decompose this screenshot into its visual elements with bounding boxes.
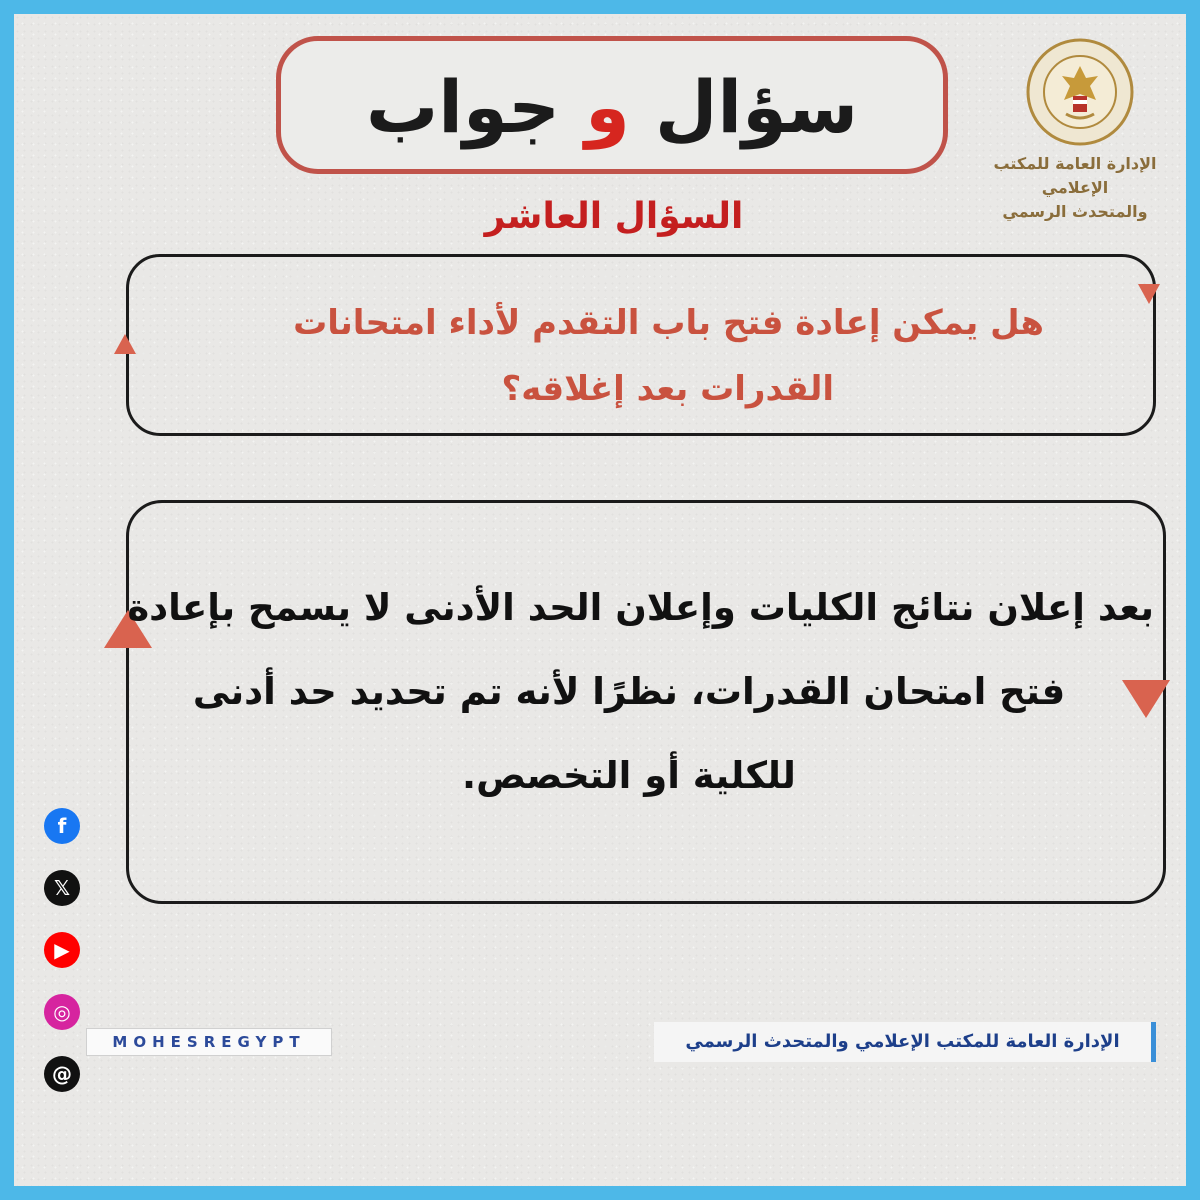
question-number: السؤال العاشر [484, 196, 744, 237]
triangle-up-icon [114, 334, 136, 354]
answer-line2: فتح امتحان القدرات، نظرًا لأنه تم تحديد حد أدنى [192, 670, 1066, 713]
title-banner [276, 36, 948, 174]
triangle-down-icon [1138, 284, 1160, 304]
question-text [174, 290, 1074, 422]
page-title [281, 63, 943, 151]
answer-line1: بعد إعلان نتائج الكليات وإعلان الحد الأدنى لا يسمح بإعادة [127, 586, 1154, 629]
instagram-icon[interactable]: ◎ [44, 994, 80, 1030]
question-line2: القدرات بعد إغلاقه؟ [501, 369, 834, 409]
social-handle: MOHESREGYPT [86, 1028, 332, 1056]
x-icon[interactable]: 𝕏 [44, 870, 80, 906]
title-word-answer: جواب [365, 65, 561, 149]
page-frame [14, 14, 1186, 1186]
answer-text [127, 566, 1154, 818]
ministry-seal-icon [1026, 38, 1134, 146]
answer-line3: للكلية أو التخصص. [462, 754, 796, 797]
logo-caption [962, 152, 1186, 224]
footer-department: الإدارة العامة للمكتب الإعلامي والمتحدث الرسمي [654, 1022, 1156, 1062]
logo-caption-line2: والمتحدث الرسمي [1002, 202, 1148, 221]
title-connector: و [585, 65, 630, 149]
question-line1: هل يمكن إعادة فتح باب التقدم لأداء امتحانات [293, 303, 1044, 343]
youtube-icon[interactable]: ▶ [44, 932, 80, 968]
title-word-question: سؤال [654, 65, 859, 149]
facebook-icon[interactable]: f [44, 808, 80, 844]
threads-icon[interactable]: @ [44, 1056, 80, 1092]
logo-caption-line1: الإدارة العامة للمكتب الإعلامي [993, 154, 1157, 197]
